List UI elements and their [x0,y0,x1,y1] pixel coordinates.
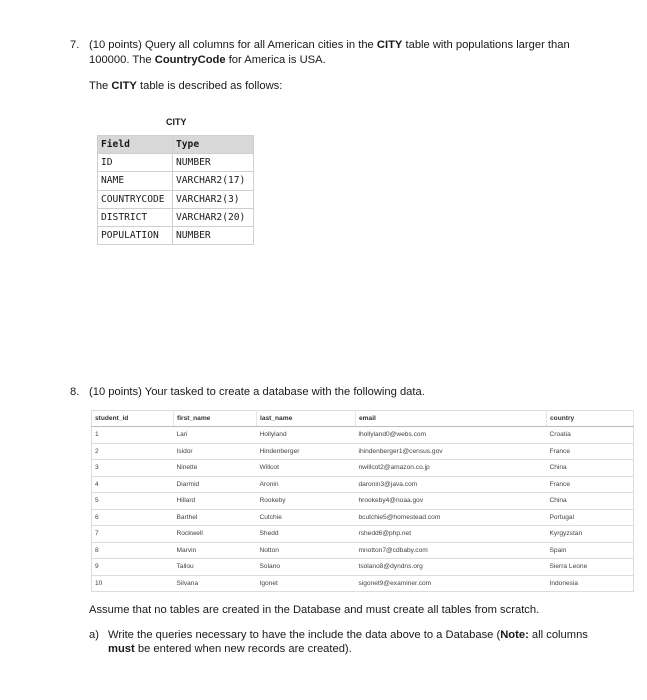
table-row [92,575,634,592]
table-row [92,493,634,510]
first-name-cell: Ninette [174,460,257,477]
last-name-cell: Aronin [257,476,356,493]
type-cell: VARCHAR2(3) [173,190,254,208]
question-text: (10 points) Query all columns for all American cities in the CITY table with populations larger than 100000. The CountryCode for America is USA. [89,39,570,66]
country-cell: France [547,476,634,493]
table-row [98,190,254,208]
student-id-cell: 6 [92,509,174,526]
student-id-cell: 4 [92,476,174,493]
first-name-cell: Hillard [174,493,257,510]
country-cell: China [547,493,634,510]
first-name-cell: Tallou [174,559,257,576]
email-cell: mnotton7@cdbaby.com [356,542,547,559]
city-schema-table [97,135,254,245]
email-cell: tsolano8@dyndns.org [356,559,547,576]
last-name-cell: Hollyland [257,427,356,444]
email-cell: bcutchie5@homestead.com [356,509,547,526]
question-number: 7. [70,39,80,51]
student-data-table [91,410,634,592]
country-cell: Croatia [547,427,634,444]
header-country: country [547,411,634,427]
field-cell: ID [98,154,173,172]
table-description: The CITY table is described as follows: [89,80,283,92]
email-cell: lhollyland0@webs.com [356,427,547,444]
question-text: (10 points) Your tasked to create a database with the following data. [89,386,425,398]
email-cell: hrookeby4@noaa.gov [356,493,547,510]
student-id-cell: 2 [92,443,174,460]
type-cell: VARCHAR2(20) [173,208,254,226]
last-name-cell: Notton [257,542,356,559]
student-id-cell: 5 [92,493,174,510]
last-name-cell: Shedd [257,526,356,543]
field-cell: POPULATION [98,226,173,244]
table-row [98,154,254,172]
assumption-text: Assume that no tables are created in the Database and must create all tables from scratch. [89,604,540,616]
table-row [92,542,634,559]
last-name-cell: Cutchie [257,509,356,526]
table-row [92,526,634,543]
table-caption: CITY [166,117,187,127]
student-id-cell: 9 [92,559,174,576]
header-field: Field [98,136,173,154]
student-id-cell: 3 [92,460,174,477]
last-name-cell: Rookeby [257,493,356,510]
header-email: email [356,411,547,427]
email-cell: rshedd6@php.net [356,526,547,543]
country-cell: France [547,443,634,460]
country-cell: Indonesia [547,575,634,592]
table-row [92,443,634,460]
country-cell: Spain [547,542,634,559]
email-cell: sigonet9@examiner.com [356,575,547,592]
first-name-cell: Marvin [174,542,257,559]
first-name-cell: Rockwell [174,526,257,543]
header-type: Type [173,136,254,154]
table-row [92,476,634,493]
first-name-cell: Lari [174,427,257,444]
table-row [98,208,254,226]
type-cell: NUMBER [173,154,254,172]
header-student-id: student_id [92,411,174,427]
table-header-row [92,411,634,427]
field-cell: NAME [98,172,173,190]
type-cell: NUMBER [173,226,254,244]
country-cell: Sierra Leone [547,559,634,576]
question-number: 8. [70,386,80,398]
first-name-cell: Barthel [174,509,257,526]
field-cell: COUNTRYCODE [98,190,173,208]
first-name-cell: Isidor [174,443,257,460]
table-row [98,172,254,190]
table-row [92,509,634,526]
email-cell: nwillcot2@amazon.co.jp [356,460,547,477]
last-name-cell: Hindenberger [257,443,356,460]
country-cell: Kyrgyzstan [547,526,634,543]
last-name-cell: Willcot [257,460,356,477]
table-row [92,427,634,444]
header-last-name: last_name [257,411,356,427]
table-row [98,226,254,244]
student-id-cell: 1 [92,427,174,444]
table-row [92,559,634,576]
last-name-cell: Solano [257,559,356,576]
type-cell: VARCHAR2(17) [173,172,254,190]
student-id-cell: 7 [92,526,174,543]
first-name-cell: Diarmid [174,476,257,493]
student-id-cell: 8 [92,542,174,559]
email-cell: daronin3@java.com [356,476,547,493]
country-cell: Portugal [547,509,634,526]
first-name-cell: Silvana [174,575,257,592]
field-cell: DISTRICT [98,208,173,226]
sub-question-text: Write the queries necessary to have the include the data above to a Database (Note: all columns must be entered when new records are created). [108,629,588,655]
sub-question-label: a) [89,629,99,641]
email-cell: ihindenberger1@census.gov [356,443,547,460]
table-header-row [98,136,254,154]
table-row [92,460,634,477]
last-name-cell: Igonet [257,575,356,592]
header-first-name: first_name [174,411,257,427]
student-id-cell: 10 [92,575,174,592]
country-cell: China [547,460,634,477]
